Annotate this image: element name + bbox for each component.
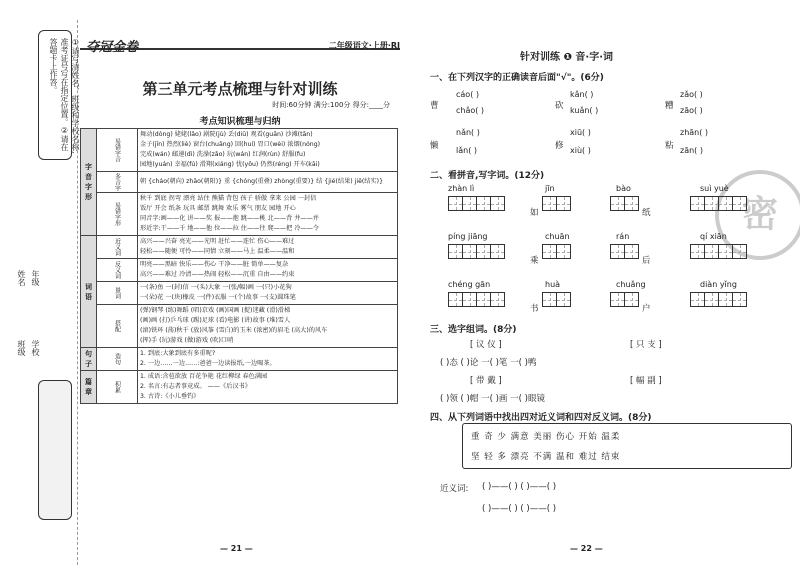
liangci-row: 一(条)鱼 一(封)信 一(头)大象 一(张/幅)画 一(只)小花狗 (140, 284, 292, 291)
ziyin-row: 完成(wán) 邮递(dì) 洗澡(zǎo) 玩(wán) 红润(rùn) 舒服(fu) (140, 151, 306, 158)
s1-char: 懒 (430, 141, 439, 151)
grade-label: 二年级语文·上册·RJ (328, 41, 400, 50)
fanyi-row: 明亮——黑暗 快乐——伤心 干净——脏 简单——复杂 (140, 261, 289, 268)
page-number-left: — 21 — (220, 544, 253, 553)
s2-grid[interactable] (448, 292, 504, 307)
s1-char: 曹 (430, 101, 439, 111)
word-box (462, 423, 792, 469)
s2-hint: 乘 (530, 256, 539, 266)
s2-pinyin: chuān (545, 232, 570, 241)
brand-name: 夺冠金卷 (86, 40, 139, 55)
jinyi-row: 轻松——随便 可怜——同情 立刻——马上 温柔——温和 (140, 248, 295, 255)
sub-jilei: 积累 (97, 371, 138, 404)
s3-row: ( )领 ( )帽 一( )画 一( )眼镜 (440, 394, 545, 404)
ziyin-cell (138, 129, 398, 172)
s2-grid[interactable] (690, 292, 746, 307)
duoyin-row: 朝 {cháo(朝向) zhāo(朝阳)} 重 {chóng(重叠) zhòng(重要)} 结 {jié(结果) jiē(结实)} (140, 178, 384, 185)
s2-pinyin: zhàn lì (448, 184, 475, 193)
s2-hint: 后 (642, 256, 651, 266)
section-4-title: 四、从下列词语中找出四对近义词和四对反义词。(8分) (430, 413, 652, 423)
s2-grid[interactable] (610, 244, 638, 259)
right-page (420, 20, 795, 565)
dapei-cell (138, 305, 398, 348)
s1-char: 粘 (665, 141, 674, 151)
zixing-row: 同音字:画——化 讲——奖 报——抱 跳——桃 北——背 井——并 (140, 215, 319, 222)
zixing-cell (138, 193, 398, 236)
s2-pinyin: rán (616, 232, 630, 241)
sub-ziyin: 易错字音 (97, 129, 138, 172)
s1-option-a: zhān( ) (680, 128, 709, 137)
jilei-row: 1. 成语:含苞欲放 百花争艳 花红柳绿 春色满园 (140, 373, 268, 380)
zaoju-cell (138, 348, 398, 371)
s1-option-b: chǎo( ) (456, 106, 485, 115)
section-subtitle: 考点知识梳理与归纳 (199, 117, 281, 127)
jilei-row: 3. 古诗:《小儿垂钓》 (140, 393, 200, 400)
s1-option-a: zǎo( ) (680, 90, 703, 99)
s1-option-a: kǎn( ) (570, 90, 594, 99)
page-number-right: — 22 — (570, 544, 603, 553)
practice-header: 针对训练 ❶ 音·字·词 (520, 52, 614, 63)
s2-pinyin: huà (545, 280, 561, 289)
s2-hint: 如 (530, 208, 539, 218)
s2-pinyin: chéng gān (448, 280, 491, 289)
s2-hint: 书 (530, 304, 539, 314)
cat-juzi: 句子 (81, 348, 97, 371)
s2-pinyin: diàn yǐng (700, 280, 737, 289)
dapei-row: (画)画 (打)乒乓球 (踢)足球 (看)电影 (讲)故事 (堆)雪人 (140, 317, 291, 324)
liangci-cell (138, 282, 398, 305)
notes-text: ①请写清姓名、班级和学校名称,准考证号写在指定位置。②请在答题卡上作答。 (49, 38, 80, 154)
s2-pinyin: suì yuè (700, 184, 729, 193)
class-label: 班级 (17, 340, 26, 356)
s2-hint: 纸 (642, 208, 651, 218)
liangci-row: 一(朵)花 一(块)橡皮 一(件)衣服 一(个)故事 一(支)圆珠笔 (140, 294, 296, 301)
exam-meta: 时间:60分钟 满分:100分 得分:____分 (272, 101, 390, 109)
s2-grid[interactable] (690, 244, 746, 259)
ziyin-row: 舞动(dòng) 姥姥(lǎo) 剧院(jù) 丢(diū) 观看(guān) 沙滩(tān) (140, 131, 313, 138)
s1-char: 修 (555, 141, 564, 151)
s2-pinyin: chuǎng (616, 280, 646, 289)
s1-option-a: cáo( ) (456, 90, 479, 99)
jilei-cell (138, 371, 398, 404)
jinyi-cell (138, 236, 398, 259)
zaoju-row: 1. 到底:大象到底有多重呢? (140, 350, 216, 357)
brand-logo-bottom (38, 380, 72, 520)
s2-grid[interactable] (448, 244, 504, 259)
zixing-row: 饭厅 开会 纸条 玩具 邮票 跳舞 欢乐 雾气 朋友 园地 开心 (140, 205, 296, 212)
knowledge-table (80, 128, 398, 404)
sub-zaoju: 造句 (97, 348, 138, 371)
s2-grid[interactable] (542, 244, 570, 259)
s1-char: 糟 (665, 101, 674, 111)
grade-label: 年级 (31, 270, 40, 286)
jilei-row: 2. 名言:有志者事竟成。 ——《后汉书》 (140, 383, 251, 390)
dapei-row: (弹)钢琴 (练)舞蹈 (唱)京戏 (画)国画 (捉)迷藏 (滑)滑梯 (140, 307, 291, 314)
section-1-title: 一、在下列汉字的正确读音后面"√"。(6分) (430, 73, 604, 83)
s1-option-a: nǎn( ) (456, 128, 480, 137)
s3-group: [ 议 仪 ] (470, 340, 502, 350)
zaoju-row: 2. 一边……一边……:爸爸一边读报纸,一边喝茶。 (140, 360, 276, 367)
s1-option-b: lǎn( ) (456, 146, 477, 155)
sub-liangci: 量词 (97, 282, 138, 305)
jinyi-row: 高兴——兴奋 亮光——光明 赶忙——连忙 伤心——难过 (140, 238, 295, 245)
s2-hint: 户 (642, 304, 651, 314)
s2-grid[interactable] (690, 196, 746, 211)
s3-group: [ 只 支 ] (630, 340, 662, 350)
sub-zixing: 易错字形 (97, 193, 138, 236)
section-3-title: 三、选字组词。(8分) (430, 325, 517, 335)
confidential-stamp: 密 (715, 170, 800, 260)
s3-row: ( )态 ( )论 一( )笔 一( )鸭 (440, 358, 537, 368)
s1-char: 砍 (555, 101, 564, 111)
ziyin-row: 金子(jīn) 热烈(liè) 窗台(chuāng) 回(huí) 胃口(wèi) 浓烟(nóng) (140, 141, 321, 148)
s2-pinyin: píng jiāng (448, 232, 488, 241)
word-row: 坚 轻 多 漂亮 不满 温和 难过 结束 (471, 452, 621, 462)
dapei-row: (挥)手 (玩)游戏 (做)游戏 (吹)口哨 (140, 337, 234, 344)
ziyin-row: 园地(yuán) 幸福(fú) 滑翔(xiáng) 忧(yōu) 仍然(réng) 开车(kāi) (140, 161, 320, 168)
answer-blank[interactable]: ( )——( ) ( )——( ) (482, 504, 557, 514)
fanyi-row: 高兴——难过 冷清——热闹 轻松——沉重 自由——约束 (140, 271, 295, 278)
s1-option-b: zāo( ) (680, 106, 703, 115)
school-label: 学校 (31, 340, 40, 356)
s2-pinyin: jīn (545, 184, 555, 193)
s2-pinyin: bào (616, 184, 631, 193)
s1-option-b: zān( ) (680, 146, 703, 155)
left-header (80, 32, 400, 55)
cat-pianzhang: 篇章 (81, 371, 97, 404)
s2-grid[interactable] (542, 196, 570, 211)
fanyi-cell (138, 259, 398, 282)
zixing-row: 形近字:干——千 地——他 位——拉 住——往 爬——把 冷——令 (140, 225, 319, 232)
s3-group: [ 带 戴 ] (470, 376, 502, 386)
page-title: 第三单元考点梳理与针对训练 (142, 80, 338, 98)
sub-duoyin: 多音字 (97, 172, 138, 193)
duoyin-cell (138, 172, 398, 193)
sub-jinyi: 近义词 (97, 236, 138, 259)
word-row: 重 奇 少 满意 美丽 伤心 开始 温柔 (471, 432, 621, 442)
s1-option-b: xiù( ) (570, 146, 591, 155)
left-page (80, 20, 400, 565)
s1-option-b: kuǎn( ) (570, 106, 599, 115)
cat-ciyu: 词语 (81, 236, 97, 348)
s2-grid[interactable] (542, 292, 570, 307)
binding-strip (8, 20, 78, 565)
cat-zixing: 字音字形 (81, 129, 97, 236)
s2-pinyin: qí xiān (700, 232, 727, 241)
s2-grid[interactable] (610, 196, 638, 211)
sub-dapei: 搭配 (97, 305, 138, 348)
dapei-row: (滚)铁环 (荡)秋千 (放)风筝 (雪白)的玉米 (浓密)的眉毛 (高大)的风车 (140, 327, 328, 334)
zixing-row: 秋千 到底 拐弯 漂亮 站住 熊猫 背包 孩子 骄傲 拿来 公园 一封信 (140, 195, 317, 202)
s2-grid[interactable] (448, 196, 504, 211)
jinyi-label: 近义词: (440, 484, 469, 494)
section-2-title: 二、看拼音,写字词。(12分) (430, 171, 545, 181)
s1-option-a: xiū( ) (570, 128, 591, 137)
s3-group: [ 幅 副 ] (630, 376, 662, 386)
sub-fanyi: 反义词 (97, 259, 138, 282)
answer-blank[interactable]: ( )——( ) ( )——( ) (482, 482, 557, 492)
s2-grid[interactable] (610, 292, 638, 307)
name-label: 姓名 (17, 270, 26, 286)
